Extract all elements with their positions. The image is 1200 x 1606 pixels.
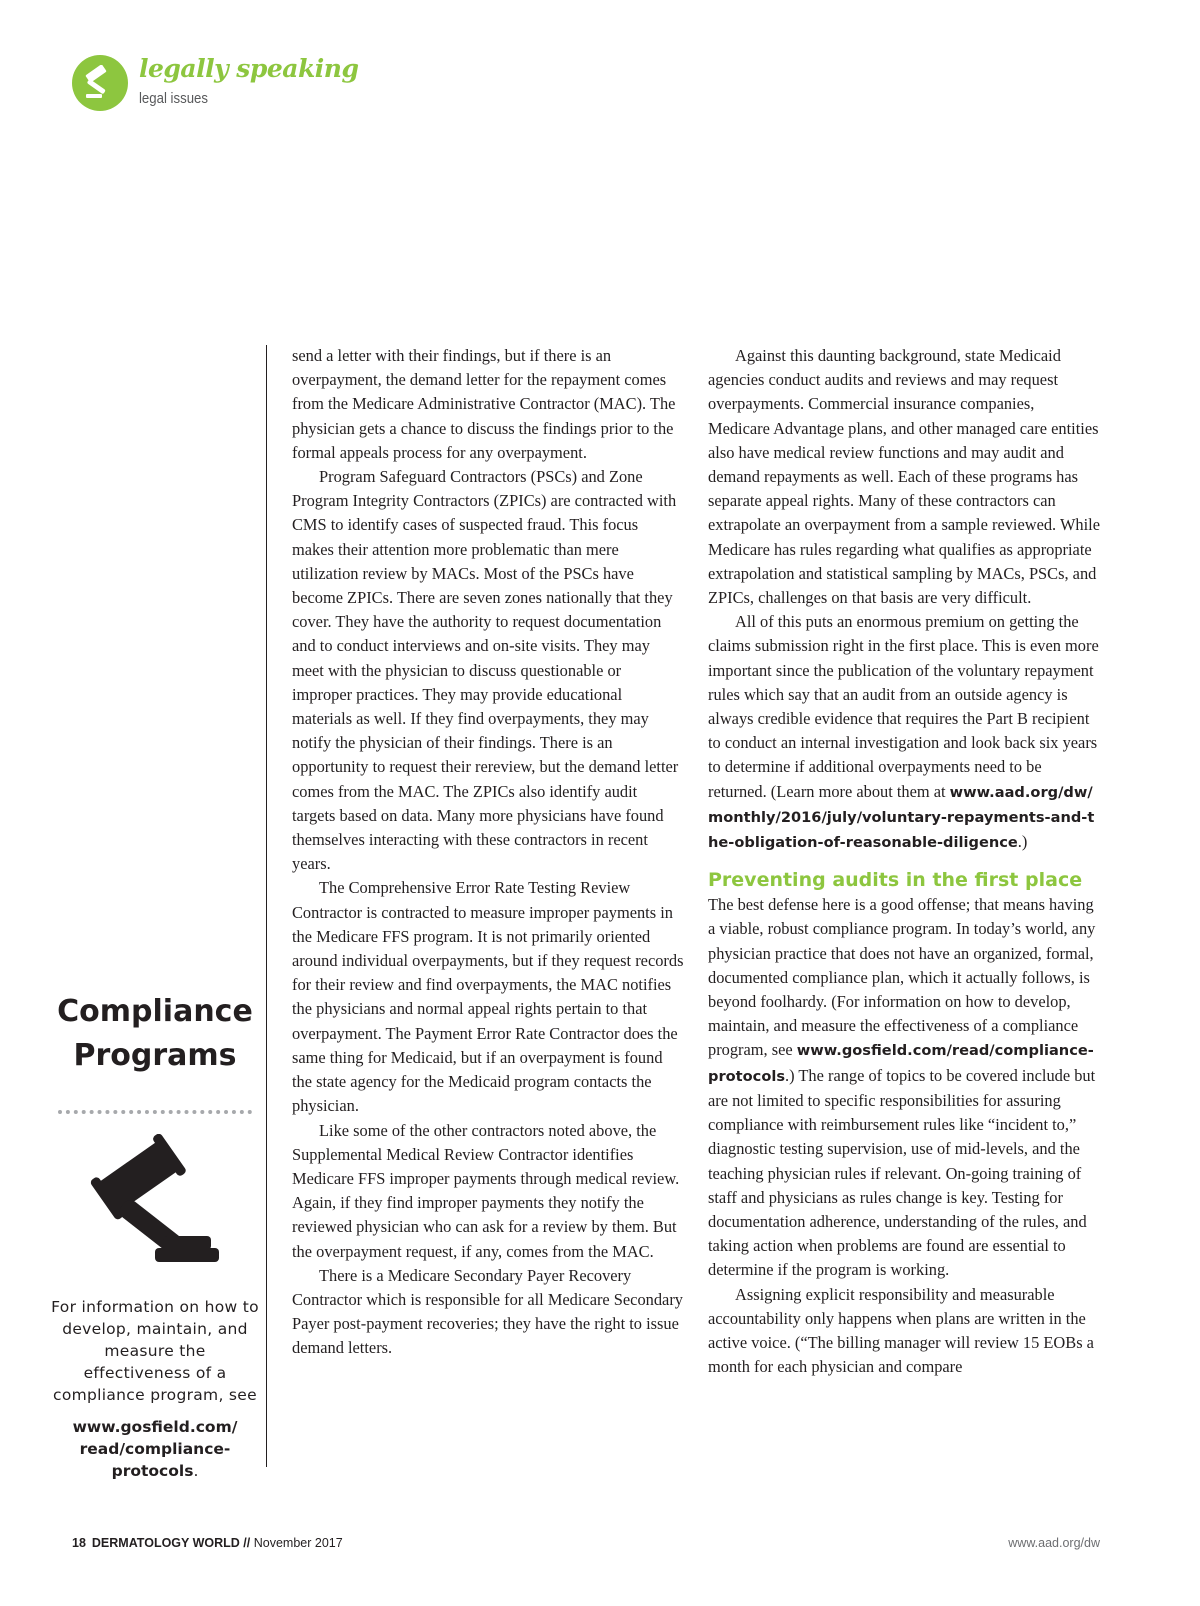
sidebar-link-line1[interactable]: www.gosfield.com/ [72,1418,238,1436]
sidebar-box [50,990,260,1482]
magazine-name: DERMATOLOGY WORLD [91,1536,240,1550]
section-heading: Preventing audits in the first place [708,869,1083,892]
sidebar-link-suffix: . [193,1462,199,1480]
sidebar-link-line2[interactable]: read/compliance- [79,1440,231,1458]
article-column-1 [292,344,684,1361]
paragraph-end: .) [1017,832,1028,852]
compliance-protocols-link[interactable]: www.gosfield.com/read/compliance-protocols [708,1042,1094,1085]
gavel-icon [85,1134,225,1264]
gavel-logo-icon [72,55,128,111]
sidebar-link[interactable] [50,1416,260,1482]
sidebar-text: For information on how to develop, maintain, and measure the effectiveness of a compliance program, see [51,1298,259,1404]
article-column-2 [708,344,1100,1379]
paragraph: Assigning explicit responsibility and measurable accountability only happens when plans are written in the active voice. (“The billing manager will review 15 EOBs a month for each physician and compare [708,1284,1094,1377]
paragraph: Program Safeguard Contractors (PSCs) and Zone Program Integrity Contractors (ZPICs) are contracted with CMS to identify cases of suspected fraud. This focus makes their attention more problematic than mere utilization review by MACs. Most of the PSCs have become ZPICs. There are seven zones nationally that they cover. They have the authority to request documentation and to conduct interviews and on-site visits. They may meet with the physician to discuss questionable or improper practices. They may provide educational materials as well. If they find overpayments, they may notify the physician of their findings. There is an opportunity to request their rereview, but the demand letter comes from the MAC. The ZPICs also identify audit targets based on data. Many more physicians have found themselves interacting with these contractors in recent years. [292,467,679,874]
paragraph-text: All of this puts an enormous premium on getting the claims submission right in the first place. This is even more important since the publication of the voluntary repayment rules which say that an audit from an outside agency is always credible evidence that requires the Part B recipient to conduct an internal investigation and look back six years to determine if additional overpayments need to be returned. (Learn more about them at [708,612,1099,801]
paragraph-text: The best defense here is a good offense; that means having a viable, robust compliance program. In today’s world, any physician practice that does not have an organized, formal, documented compliance plan, which it actually follows, is beyond foolhardy. (For information on how to develop, maintain, and measure the effectiveness of a compliance program, see [708,895,1096,1060]
paragraph: Against this daunting background, state Medicaid agencies conduct audits and reviews and may request overpayments. Commercial insurance companies, Medicare Advantage plans, and other managed care entities also have medical review functions and may audit and demand repayments as well. Each of these programs has separate appeal rights. Many of these contractors can extrapolate an overpayment from a sample reviewed. While Medicare has rules regarding what qualifies as appropriate extrapolation and statistical sampling by MACs, PSCs, and ZPICs, challenges on that basis are very difficult. [708,346,1100,608]
page-footer [72,1536,343,1550]
sidebar-link-line3[interactable]: protocols [111,1462,194,1480]
dotted-divider [58,1110,252,1114]
paragraph: The Comprehensive Error Rate Testing Review Contractor is contracted to measure improper payments in the Medicare FFS program. It is not primarily oriented around individual overpayments, but if they request records for their review and find overpayments, the MAC notifies the physicians and normal appeal rights pertain to that overpayment. The Payment Error Rate Contractor does the same thing for Medicaid, but if an overpayment is found the state agency for the Medicaid program contacts the physician. [292,878,684,1116]
section-title: legally speaking [139,54,359,83]
issue-date: November 2017 [253,1536,343,1550]
column-divider [266,345,267,1467]
section-header [72,52,372,112]
sidebar-title-line1: Compliance [57,994,253,1029]
sidebar-title-line2: Programs [73,1038,237,1073]
section-subtitle: legal issues [139,90,208,107]
paragraph: send a letter with their findings, but if there is an overpayment, the demand letter for the repayment comes from the Medicare Administrative Contractor (MAC). The physician gets a chance to discuss the findings prior to the formal appeals process for any overpayment. [292,346,676,462]
paragraph: Like some of the other contractors noted above, the Supplemental Medical Review Contractor identifies Medicare FFS improper payments through medical review. Again, if they find improper payments they notify the reviewed physician who can ask for a review by them. But the overpayment request, if any, comes from the MAC. [292,1120,680,1261]
paragraph: There is a Medicare Secondary Payer Recovery Contractor which is responsible for all Medicare Secondary Payer post-payment recoveries; they have the right to issue demand letters. [292,1265,683,1358]
paragraph-end: .) The range of topics to be covered include but are not limited to specific responsibilities for assuring compliance with reimbursement rules like “incident to,” diagnostic testing supervision, use of mid-levels, and the teaching physician rules if relevant. On-going training of staff and physicians as rules change is key. Testing for documentation adherence, understanding of the rules, and taking action when problems are found are essential to determine if the program is working. [708,1065,1096,1280]
paragraph [708,893,1100,1282]
voluntary-repayments-link[interactable]: www.aad.org/dw/monthly/2016/july/voluntary-repayments-and-the-obligation-of-reasonable-diligence [708,783,1095,852]
page-number: 18 [72,1536,86,1550]
footer-separator: // [239,1536,254,1550]
footer-url[interactable]: www.aad.org/dw [1008,1536,1100,1550]
paragraph [708,610,1100,855]
sidebar-title [50,990,260,1078]
